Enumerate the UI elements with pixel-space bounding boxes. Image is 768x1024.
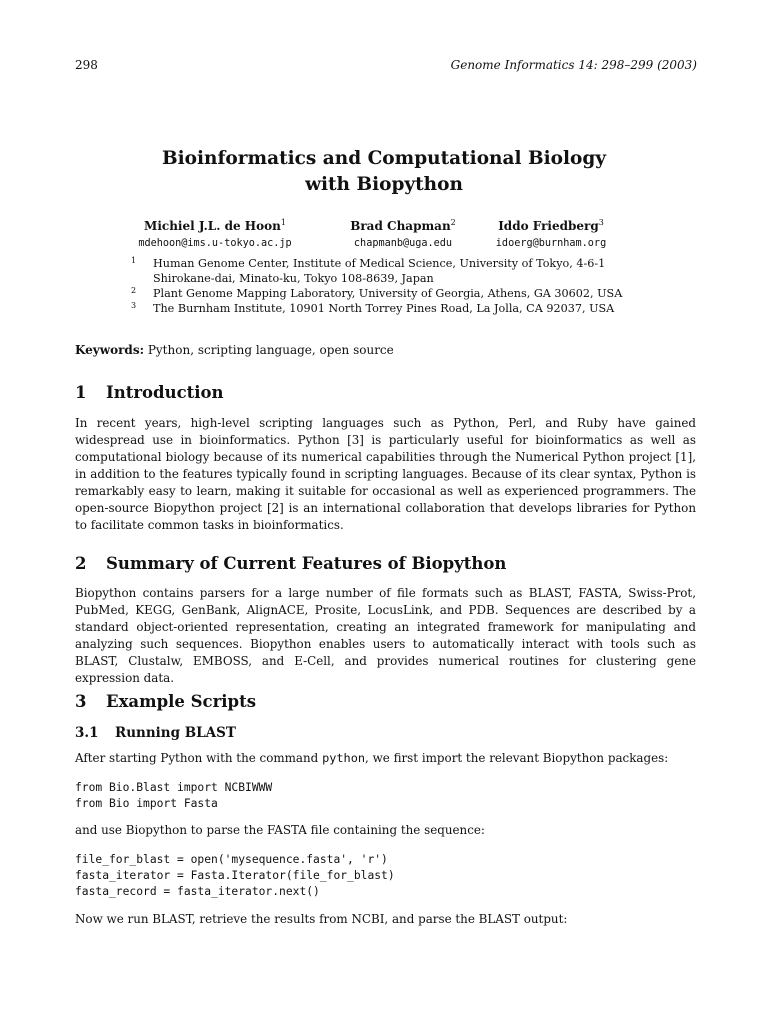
keywords-label: Keywords: xyxy=(75,343,145,357)
author-name: Brad Chapman$^2$ xyxy=(350,218,456,233)
affiliation-3: 3 The Burnham Institute, 10901 North Torrey Pines Road, La Jolla, CA 92037, USA xyxy=(130,301,650,316)
keywords-text: Python, scripting language, open source xyxy=(144,343,394,357)
subsection-heading-running-blast: 3.1 Running BLAST xyxy=(75,725,236,741)
author-email: mdehoon@ims.u-tokyo.ac.jp xyxy=(138,238,292,249)
page-number: 298 xyxy=(75,58,98,72)
title-line-1: Bioinformatics and Computational Biology xyxy=(161,148,607,169)
code-block-fasta: file_for_blast = open('mysequence.fasta', 'r') fasta_iterator = Fasta.Iterator(file_for_blast) fasta_record = fasta_iterator.next() xyxy=(75,853,395,898)
section-heading-summary: 2 Summary of Current Features of Biopython xyxy=(75,554,507,573)
author-friedberg xyxy=(486,218,616,249)
paper-title xyxy=(0,146,768,198)
section-heading-example-scripts: 3 Example Scripts xyxy=(75,692,256,711)
inline-code: python xyxy=(322,751,366,765)
parse-fasta-text: and use Biopython to parse the FASTA file containing the sequence: xyxy=(75,823,485,837)
introduction-paragraph: In recent years, high-level scripting languages such as Python, Perl, and Ruby have gained widespread use in bioinformatics. Python [3] is particularly useful for bioinformatics as well as computational biology because of its numerical capabilities through the Numerical Python project [1], in addition to the features typically found in scripting languages. Because of its clear syntax, Python is remarkably easy to learn, making it suitable for occasional as well as experienced programmers. The open-source Biopython project [2] is an international collaboration that develops libraries for Python to facilitate common tasks in bioinformatics. xyxy=(75,416,696,532)
affiliation-2: 2 Plant Genome Mapping Laboratory, University of Georgia, Athens, GA 30602, USA xyxy=(130,286,650,301)
affiliation-mark: 3 xyxy=(131,301,137,310)
author-name: Iddo Friedberg$^3$ xyxy=(498,218,604,233)
affiliation-mark: 2 xyxy=(131,286,137,295)
run-blast-text: Now we run BLAST, retrieve the results from NCBI, and parse the BLAST output: xyxy=(75,912,568,926)
affiliation-1: 1 Human Genome Center, Institute of Medical Science, University of Tokyo, 4-6-1 Shirokane-dai, Minato-ku, Tokyo 108-8639, Japan xyxy=(130,256,650,286)
author-email: idoerg@burnham.org xyxy=(495,238,607,249)
author-de-hoon xyxy=(130,218,300,249)
section-heading-introduction: 1 Introduction xyxy=(75,383,224,402)
code-block-imports: from Bio.Blast import NCBIWWW from Bio import Fasta xyxy=(75,781,273,810)
affiliations xyxy=(130,256,650,316)
summary-paragraph: Biopython contains parsers for a large number of file formats such as BLAST, FASTA, Swiss-Prot, PubMed, KEGG, GenBank, AlignACE, Prosite, LocusLink, and PDB. Sequences are described by a standard object-oriented representation, creating an integrated framework for manipulating and analyzing such sequences. Biopython enables users to automatically interact with tools such as BLAST, Clustalw, EMBOSS, and E-Cell, and provides numerical routines for clustering gene expression data. xyxy=(75,586,696,685)
blast-intro-text: After starting Python with the command python, we first import the relevant Biopython packages: xyxy=(75,751,669,765)
keywords xyxy=(75,343,394,357)
affiliation-mark: 1 xyxy=(131,256,137,265)
author-name: Michiel J.L. de Hoon$^1$ xyxy=(144,218,286,233)
title-line-2: with Biopython xyxy=(305,174,463,195)
author-email: chapmanb@uga.edu xyxy=(353,238,453,249)
author-chapman xyxy=(338,218,468,249)
journal-reference: Genome Informatics 14: 298–299 (2003) xyxy=(450,58,697,72)
